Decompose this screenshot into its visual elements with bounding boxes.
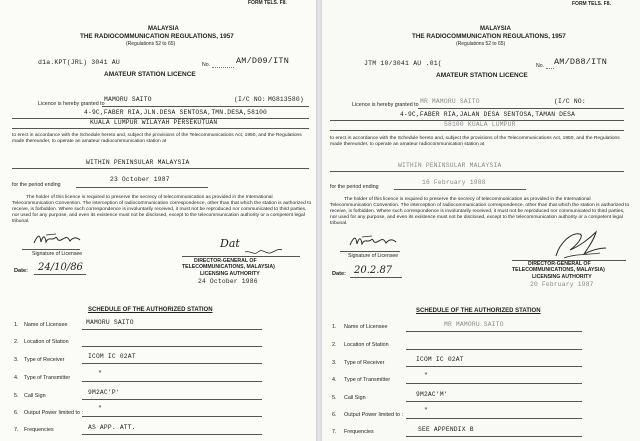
schedule-item-num: 6.: [332, 412, 337, 418]
director-line-2: TELECOMMUNICATIONS, MALAYSIA): [512, 267, 605, 273]
schedule-item-label: Type of Receiver: [24, 357, 65, 363]
ic-label: (I/C NO:: [554, 98, 586, 105]
schedule-item-num: 1.: [332, 324, 337, 330]
schedule-item-value: ICOM IC 02AT: [88, 353, 136, 360]
authority-date: 20 February 1987: [530, 281, 594, 288]
schedule-item-value: SEE APPENDIX B: [418, 426, 474, 433]
form-code: FORM TELS. F8.: [248, 0, 287, 6]
schedule-item-value: ": [424, 372, 428, 379]
schedule-item-num: 7.: [332, 429, 337, 435]
schedule-item-num: 6.: [14, 410, 19, 416]
schedule-item-label: Output Power limited to :: [24, 410, 84, 416]
address-line-1: 4-9C,FABER RIA,JLN.DESA SENTOSA,TMN.DESA,58100: [84, 109, 268, 116]
ic-number: MG813580): [268, 96, 304, 103]
director-line-2: TELECOMMUNICATIONS, MALAYSIA): [182, 264, 275, 270]
schedule-item-num: 7.: [14, 427, 19, 433]
regulations-title: THE RADIOCOMMUNICATION REGULATIONS, 1957: [80, 33, 234, 40]
schedule-title: SCHEDULE OF THE AUTHORIZED STATION: [88, 307, 213, 313]
station-location: WITHIN PENINSULAR MALAYSIA: [86, 159, 190, 166]
schedule-item-value: ": [98, 405, 102, 412]
schedule-item-label: Name of Licensee: [24, 322, 68, 328]
schedule-item-value: MAMORU SAITO: [86, 319, 134, 326]
country-heading: MALAYSIA: [480, 26, 511, 32]
schedule-item-num: 4.: [332, 377, 337, 383]
licence-number: AM/D88/ITN: [554, 57, 608, 67]
no-label: No.: [202, 62, 211, 68]
licensee-name: MAMORU SAITO: [104, 96, 152, 103]
period-label: for the period ending: [330, 184, 379, 190]
erect-paragraph: to erect in accordance with the Schedule hereto and, subject the provisions of the Telecommunications Act, 1950, and the Regulations made thereunder, to operate an amateur radiocommunication station at: [12, 133, 302, 144]
schedule-item-num: 4.: [14, 375, 19, 381]
licence-document-1987: [322, 0, 640, 441]
holder-paragraph: The holder of this licence is required to preserve the secrecy of telecommunication as provided in the International Telecommunication Convention. The interception of radiocommunication correspondence, other than that which the station is authorized to receive, is forbidden. Where such correspondence is involuntarily received, it must not be reproduced nor communicated to third parties, nor used for any purpose, and even its existence must not be disclosed, except to the telecommunication authority or a competent legal tribunal.: [330, 197, 630, 226]
schedule-item-value: AS APP. ATT.: [88, 424, 136, 431]
schedule-item-value: 9M2AC'M': [416, 391, 448, 398]
schedule-item-num: 2.: [14, 339, 19, 345]
issuer-signature-image: [550, 228, 610, 262]
licence-title: AMATEUR STATION LICENCE: [436, 72, 528, 79]
ic-label: (I/C NO:: [234, 96, 266, 103]
licensee-sign-date: 24/10/86: [38, 262, 83, 273]
expiry-date: 16 February 1988: [422, 179, 486, 186]
schedule-item-label: Frequencies: [344, 429, 374, 435]
address-line-1: 4-9C,FABER RIA,JALAN DESA SENTOSA,TAMAN DESA: [400, 111, 576, 118]
schedule-item-value: MR MAMORU SAITO: [444, 321, 504, 328]
schedule-item-label: Location of Station: [24, 339, 69, 345]
schedule-item-num: 3.: [332, 360, 337, 366]
date-label: Date:: [332, 271, 346, 277]
granted-text: Licence is hereby granted to: [38, 101, 105, 107]
authority-date: 24 October 1986: [198, 278, 258, 285]
schedule-title: SCHEDULE OF THE AUTHORIZED STATION: [416, 308, 541, 314]
schedule-item-value: ": [98, 370, 102, 377]
schedule-item-label: Type of Receiver: [344, 360, 385, 366]
expiry-date: 23 October 1987: [110, 176, 170, 183]
schedule-item-label: Output Power limited to :: [344, 412, 404, 418]
erect-paragraph: to erect in accordance with the Schedule hereto and, subject the provisions of the Telecommunications Act, 1950, and the Regulations made thereunder, to operate an amateur radiocommunication station at: [330, 136, 620, 147]
schedule-item-value: ICOM IC 02AT: [416, 356, 464, 363]
licensing-authority: LICENSING AUTHORITY: [532, 274, 592, 280]
licence-title: AMATEUR STATION LICENCE: [104, 71, 196, 78]
schedule-item-value: 9M2AC'P': [88, 389, 120, 396]
licensee-signature-label: Signature of Licensee: [32, 251, 83, 257]
schedule-item-num: 5.: [14, 393, 19, 399]
licensing-authority: LICENSING AUTHORITY: [200, 271, 260, 277]
holder-paragraph: The holder of this licence is required to preserve the secrecy of telecommunication as provided in the International Telecommunication Convention. The interception of radiocommunication correspondence, other than that which the station is authorized to receive, is forbidden. Where such correspondence is involuntarily received, it must not be reproduced nor communicated to third parties, nor used for any purpose, and even its existence must not be disclosed, except to the telecommunication authority or a competent legal tribunal.: [12, 195, 312, 224]
regulations-title: THE RADIOCOMMUNICATION REGULATIONS, 1957: [412, 33, 566, 40]
schedule-item-label: Frequencies: [24, 427, 54, 433]
schedule-item-label: Call Sign: [24, 393, 46, 399]
file-reference: JTM 10/3041 AU .01(: [364, 60, 442, 67]
licence-document-1986: [0, 0, 316, 441]
schedule-item-label: Location of Station: [344, 342, 389, 348]
schedule-item-label: Call Sign: [344, 395, 366, 401]
licensee-signature-image: [348, 234, 408, 248]
licence-number: AM/D09/ITN: [236, 56, 290, 66]
schedule-item-label: Type of Transmitter: [344, 377, 391, 383]
schedule-item-num: 5.: [332, 395, 337, 401]
granted-text: Licence is hereby granted to: [352, 102, 419, 108]
station-location: WITHIN PENINSULAR MALAYSIA: [398, 162, 502, 169]
no-label: No.: [536, 63, 545, 69]
period-label: for the period ending: [12, 182, 61, 188]
licensee-sign-date: 20.2.87: [354, 265, 393, 276]
schedule-item-num: 1.: [14, 322, 19, 328]
address-line-2: 58100 KUALA LUMPUR: [444, 121, 516, 128]
schedule-item-num: 3.: [14, 357, 19, 363]
schedule-item-label: Name of Licensee: [344, 324, 388, 330]
address-line-2: KUALA LUMPUR WILAYAH PERSEKUTUAN: [90, 119, 218, 126]
licensee-name: MR MAMORU SAITO: [420, 98, 480, 105]
date-label: Date:: [14, 268, 28, 274]
licensee-signature-image: [32, 232, 92, 246]
licensee-signature-label: Signature of Licensee: [348, 253, 399, 259]
issuer-signature-hand: Dat: [220, 237, 240, 250]
form-code: FORM TELS. F8.: [572, 1, 611, 7]
director-line-1: DIRECTOR-GENERAL OF: [194, 258, 257, 264]
regulations-ref: (Regulations 52 to 65): [456, 41, 506, 47]
country-heading: MALAYSIA: [148, 26, 179, 32]
regulations-ref: (Regulations 52 to 65): [126, 41, 176, 47]
director-line-1: DIRECTOR-GENERAL OF: [528, 261, 591, 267]
schedule-item-label: Type of Transmitter: [24, 375, 71, 381]
schedule-item-num: 2.: [332, 342, 337, 348]
file-reference: d1a.KPT(JRL) 3041 AU: [38, 59, 121, 66]
schedule-item-value: ": [424, 407, 428, 414]
